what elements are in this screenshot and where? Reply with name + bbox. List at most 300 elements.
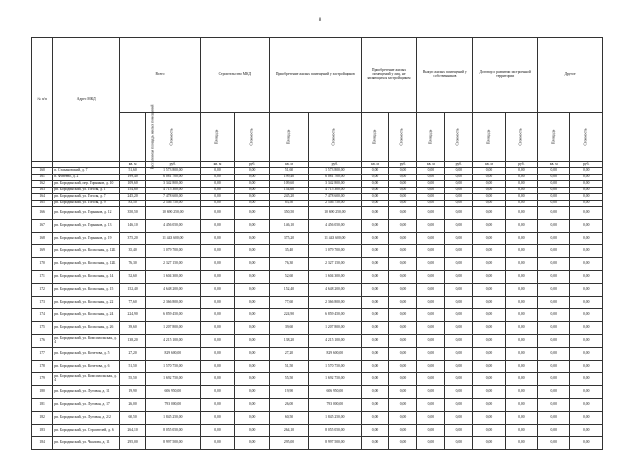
row-value: 375,20 xyxy=(269,232,308,245)
row-value: 0,00 xyxy=(361,373,389,386)
row-address: рп. Бородинский, ул. Горняков, д. 19 xyxy=(53,232,120,245)
row-value: 0,00 xyxy=(570,424,603,437)
row-value: 0,00 xyxy=(200,437,235,450)
row-address: рп. Бородинский, ул. Горняков, д. 12 xyxy=(53,207,120,220)
table-body xyxy=(32,168,603,450)
row-value: 0,00 xyxy=(570,187,603,194)
row-address: рп. Бородинский, ул. Лутовая, д. 2/2 xyxy=(53,411,120,424)
row-number: 183 xyxy=(32,424,53,437)
row-value: 0,00 xyxy=(473,219,505,232)
row-value: 51,60 xyxy=(269,168,308,175)
row-value: 0,00 xyxy=(200,386,235,399)
row-value: 0,00 xyxy=(538,437,570,450)
row-value: 0,00 xyxy=(235,194,270,201)
row-value: 0,00 xyxy=(570,181,603,188)
row-value: 0,00 xyxy=(417,437,445,450)
row-value: 0,00 xyxy=(445,296,473,309)
row-value: 0,00 xyxy=(570,309,603,322)
row-value: 0,00 xyxy=(361,283,389,296)
row-value: 0,00 xyxy=(445,424,473,437)
row-value: 1 573 800,00 xyxy=(145,168,200,175)
row-value: 1 079 700,00 xyxy=(309,245,362,258)
row-value: 0,00 xyxy=(389,283,417,296)
row-value: 0,00 xyxy=(570,219,603,232)
row-value: 0,00 xyxy=(570,373,603,386)
row-value: 0,00 xyxy=(417,322,445,335)
row-value: 11 443 600,00 xyxy=(145,232,200,245)
row-value: 4 456 050,00 xyxy=(145,219,200,232)
row-value: 1 604 300,00 xyxy=(145,270,200,283)
row-address: рп. Бородинский, ул. Строителей, д. 6 xyxy=(53,424,120,437)
row-value: 35,40 xyxy=(269,245,308,258)
row-value: 0,00 xyxy=(417,309,445,322)
row-value: 0,00 xyxy=(361,270,389,283)
row-value: 0,00 xyxy=(570,437,603,450)
header-address: Адрес МКД xyxy=(53,38,120,162)
row-number: 177 xyxy=(32,347,53,360)
row-value: 0,00 xyxy=(361,200,389,207)
row-value: 0,00 xyxy=(235,168,270,175)
row-value: 0,00 xyxy=(361,174,389,181)
row-value: 0,00 xyxy=(361,334,389,347)
row-value: 4 215 100,00 xyxy=(145,334,200,347)
row-value: 0,00 xyxy=(570,168,603,175)
row-value: 0,00 xyxy=(505,309,537,322)
row-value: 0,00 xyxy=(505,270,537,283)
row-address: рп. Бородинский, ул. Лутовая, д. 17 xyxy=(53,398,120,411)
row-number: 176 xyxy=(32,334,53,347)
row-value: 0,00 xyxy=(417,207,445,220)
row-value: 152,40 xyxy=(269,283,308,296)
page-number: 8 xyxy=(318,18,322,23)
row-value: 0,00 xyxy=(417,398,445,411)
row-value: 0,00 xyxy=(445,194,473,201)
row-value: 0,00 xyxy=(570,322,603,335)
row-value: 0,00 xyxy=(200,309,235,322)
row-value: 793 000,00 xyxy=(309,398,362,411)
header-group-buyout: Выкуп жилых помещений у собственников xyxy=(417,38,473,113)
row-value: 0,00 xyxy=(200,283,235,296)
unit-sqm: кв. м xyxy=(120,162,146,168)
table-row xyxy=(32,219,603,232)
unit-rub: руб. xyxy=(145,162,200,168)
row-value: 793 000,00 xyxy=(145,398,200,411)
row-value: 76,30 xyxy=(269,258,308,271)
row-value: 245,20 xyxy=(269,194,308,201)
row-value: 0,00 xyxy=(389,207,417,220)
row-address: рп. Бородинский, ул. Колхозная, д. 22 xyxy=(53,296,120,309)
row-value: 0,00 xyxy=(361,232,389,245)
row-value: 0,00 xyxy=(417,373,445,386)
row-value: 0,00 xyxy=(505,360,537,373)
row-value: 0,00 xyxy=(200,373,235,386)
row-value: 0,00 xyxy=(473,386,505,399)
row-value: 55,50 xyxy=(120,373,146,386)
row-value: 0,00 xyxy=(235,270,270,283)
header-nondeveloper-area: Площадь xyxy=(361,113,389,162)
row-value: 0,00 xyxy=(445,270,473,283)
table-row xyxy=(32,245,603,258)
row-value: 0,00 xyxy=(235,360,270,373)
row-address: рп. Бородинский, пер. Горняков, д. 10 xyxy=(53,181,120,188)
header-group-developer-purchase: Приобретение жилых помещений у застройщиков xyxy=(269,38,361,113)
row-value: 0,00 xyxy=(200,296,235,309)
row-value: 4 715 300,00 xyxy=(309,187,362,194)
row-value: 0,00 xyxy=(570,232,603,245)
row-address: рп. Бородинский, ул. Кочетова, д. 6 xyxy=(53,360,120,373)
row-value: 1 604 300,00 xyxy=(309,270,362,283)
row-value: 0,00 xyxy=(473,424,505,437)
row-value: 0,00 xyxy=(389,322,417,335)
row-value: 0,00 xyxy=(417,245,445,258)
row-value: 2 366 800,00 xyxy=(309,296,362,309)
row-number: 175 xyxy=(32,322,53,335)
row-value: 264,10 xyxy=(120,424,146,437)
row-value: 0,00 xyxy=(361,168,389,175)
header-num: № п/п xyxy=(32,38,53,162)
row-value: 0,00 xyxy=(235,245,270,258)
row-value: 0,00 xyxy=(417,283,445,296)
row-value: 0,00 xyxy=(445,309,473,322)
row-value: 0,00 xyxy=(538,373,570,386)
row-value: 0,00 xyxy=(445,373,473,386)
row-value: 0,00 xyxy=(235,200,270,207)
row-value: 0,00 xyxy=(235,334,270,347)
row-value: 0,00 xyxy=(389,296,417,309)
row-value: 0,00 xyxy=(235,411,270,424)
unit-rub: руб. xyxy=(235,162,270,168)
row-value: 0,00 xyxy=(200,181,235,188)
row-value: 0,00 xyxy=(200,334,235,347)
row-value: 0,00 xyxy=(389,219,417,232)
row-value: 0,00 xyxy=(570,360,603,373)
table-row xyxy=(32,270,603,283)
row-value: 0,00 xyxy=(389,245,417,258)
row-value: 0,00 xyxy=(235,207,270,220)
table-row xyxy=(32,373,603,386)
row-value: 0,00 xyxy=(570,270,603,283)
row-value: 0,00 xyxy=(538,258,570,271)
row-address: рп. Бородинский, ул. Гоголя, д. 7 xyxy=(53,194,120,201)
row-value: 0,00 xyxy=(538,283,570,296)
row-value: 0,00 xyxy=(200,360,235,373)
row-value: 0,00 xyxy=(389,386,417,399)
row-value: 11 443 600,00 xyxy=(309,232,362,245)
row-value: 1 207 800,00 xyxy=(309,322,362,335)
row-value: 0,00 xyxy=(473,398,505,411)
row-value: 0,00 xyxy=(200,424,235,437)
row-value: 0,00 xyxy=(235,437,270,450)
row-value: 0,00 xyxy=(235,386,270,399)
unit-sqm: кв. м xyxy=(200,162,235,168)
row-value: 606 950,00 xyxy=(309,386,362,399)
table-row xyxy=(32,296,603,309)
table-row xyxy=(32,258,603,271)
row-address: рп. Бородинский, ул. Колхозная, д. 14 xyxy=(53,270,120,283)
row-value: 0,00 xyxy=(389,309,417,322)
row-value: 39,60 xyxy=(120,322,146,335)
row-value: 0,00 xyxy=(505,219,537,232)
row-value: 0,00 xyxy=(361,181,389,188)
row-value: 0,00 xyxy=(200,194,235,201)
row-value: 2 327 150,00 xyxy=(145,258,200,271)
table-row xyxy=(32,437,603,450)
row-value: 1 692 750,00 xyxy=(145,373,200,386)
row-number: 166 xyxy=(32,207,53,220)
row-value: 0,00 xyxy=(473,334,505,347)
row-value: 3 342 800,00 xyxy=(309,181,362,188)
row-value: 245,20 xyxy=(120,194,146,201)
row-value: 0,00 xyxy=(417,258,445,271)
row-value: 0,00 xyxy=(570,347,603,360)
header-contract-area: Площадь xyxy=(473,113,505,162)
row-value: 0,00 xyxy=(538,174,570,181)
row-value: 0,00 xyxy=(361,411,389,424)
row-value: 26,00 xyxy=(120,398,146,411)
row-value: 0,00 xyxy=(361,437,389,450)
row-value: 0,00 xyxy=(570,411,603,424)
row-value: 51,50 xyxy=(120,360,146,373)
row-value: 52,60 xyxy=(120,270,146,283)
row-value: 0,00 xyxy=(538,386,570,399)
row-value: 0,00 xyxy=(417,411,445,424)
row-value: 0,00 xyxy=(389,181,417,188)
row-address: рп. Бородинский, ул. Кочетова, д. 5 xyxy=(53,347,120,360)
row-value: 0,00 xyxy=(235,296,270,309)
row-value: 26,00 xyxy=(269,398,308,411)
row-value: 10 690 250,00 xyxy=(309,207,362,220)
row-value: 0,00 xyxy=(445,283,473,296)
row-value: 0,00 xyxy=(361,296,389,309)
row-value: 0,00 xyxy=(473,296,505,309)
row-value: 7 478 600,00 xyxy=(145,194,200,201)
unit-sqm: кв. м xyxy=(417,162,445,168)
row-value: 0,00 xyxy=(235,283,270,296)
row-value: 52,60 xyxy=(269,270,308,283)
row-value: 0,00 xyxy=(200,232,235,245)
row-number: 178 xyxy=(32,360,53,373)
row-value: 0,00 xyxy=(538,398,570,411)
row-value: 0,00 xyxy=(361,360,389,373)
row-value: 0,00 xyxy=(473,283,505,296)
header-construction-area: Площадь xyxy=(200,113,235,162)
row-value: 0,00 xyxy=(505,424,537,437)
row-value: 0,00 xyxy=(417,168,445,175)
row-value: 0,00 xyxy=(389,347,417,360)
unit-sqm: кв. м xyxy=(538,162,570,168)
row-value: 0,00 xyxy=(389,360,417,373)
row-number: 169 xyxy=(32,245,53,258)
row-value: 0,00 xyxy=(389,437,417,450)
row-value: 0,00 xyxy=(505,168,537,175)
row-value: 0,00 xyxy=(361,424,389,437)
row-value: 4 648 200,00 xyxy=(309,283,362,296)
row-value: 0,00 xyxy=(445,258,473,271)
row-value: 4 715 300,00 xyxy=(145,187,200,194)
row-value: 60,50 xyxy=(269,411,308,424)
row-value: 0,00 xyxy=(473,437,505,450)
row-value: 154,60 xyxy=(269,187,308,194)
row-value: 0,00 xyxy=(505,322,537,335)
row-value: 0,00 xyxy=(473,187,505,194)
row-address: рп. Бородинский, ул. Колхозная, д. 12Б xyxy=(53,258,120,271)
row-value: 0,00 xyxy=(389,334,417,347)
row-value: 0,00 xyxy=(505,296,537,309)
row-value: 0,00 xyxy=(200,258,235,271)
row-value: 76,30 xyxy=(120,258,146,271)
row-value: 0,00 xyxy=(389,200,417,207)
row-value: 0,00 xyxy=(361,386,389,399)
row-value: 0,00 xyxy=(538,334,570,347)
row-value: 0,00 xyxy=(473,200,505,207)
row-value: 0,00 xyxy=(445,219,473,232)
row-value: 1 845 250,00 xyxy=(145,411,200,424)
row-value: 350,50 xyxy=(269,207,308,220)
row-value: 0,00 xyxy=(200,200,235,207)
row-value: 2 546 750,00 xyxy=(309,200,362,207)
row-value: 0,00 xyxy=(417,219,445,232)
unit-rub: руб. xyxy=(445,162,473,168)
row-value: 0,00 xyxy=(361,187,389,194)
row-value: 19,90 xyxy=(269,386,308,399)
row-value: 0,00 xyxy=(417,232,445,245)
row-value: 0,00 xyxy=(200,270,235,283)
row-value: 0,00 xyxy=(417,334,445,347)
row-value: 829 600,00 xyxy=(145,347,200,360)
row-value: 4 456 050,00 xyxy=(309,219,362,232)
row-value: 0,00 xyxy=(473,258,505,271)
row-value: 0,00 xyxy=(361,219,389,232)
row-value: 0,00 xyxy=(417,296,445,309)
row-number: 181 xyxy=(32,398,53,411)
row-value: 0,00 xyxy=(235,258,270,271)
row-value: 0,00 xyxy=(538,360,570,373)
row-value: 0,00 xyxy=(505,245,537,258)
row-value: 35,40 xyxy=(120,245,146,258)
row-number: 180 xyxy=(32,386,53,399)
row-value: 0,00 xyxy=(235,174,270,181)
row-value: 138,20 xyxy=(269,334,308,347)
row-value: 0,00 xyxy=(538,200,570,207)
table-row xyxy=(32,360,603,373)
row-value: 109,60 xyxy=(269,181,308,188)
row-value: 2 366 800,00 xyxy=(145,296,200,309)
row-value: 0,00 xyxy=(473,270,505,283)
row-value: 0,00 xyxy=(417,360,445,373)
row-value: 0,00 xyxy=(538,232,570,245)
row-value: 0,00 xyxy=(389,168,417,175)
row-value: 1 573 800,00 xyxy=(309,168,362,175)
row-value: 0,00 xyxy=(200,174,235,181)
header-nondeveloper-cost: Стоимость xyxy=(389,113,417,162)
row-value: 0,00 xyxy=(505,187,537,194)
row-value: 0,00 xyxy=(538,245,570,258)
row-address: п. Стахановский, д. 7 xyxy=(53,168,120,175)
header-buyout-cost: Стоимость xyxy=(445,113,473,162)
row-value: 0,00 xyxy=(389,424,417,437)
row-number: 173 xyxy=(32,296,53,309)
unit-rub: руб. xyxy=(389,162,417,168)
row-value: 0,00 xyxy=(505,258,537,271)
row-address: рп. Бородинский, ул. Колхозная, д. 26 xyxy=(53,322,120,335)
row-value: 27,20 xyxy=(269,347,308,360)
row-value: 0,00 xyxy=(235,398,270,411)
header-developer-area: Площадь xyxy=(269,113,308,162)
unit-sqm: кв. м xyxy=(473,162,505,168)
row-value: 0,00 xyxy=(389,232,417,245)
row-value: 0,00 xyxy=(445,347,473,360)
header-group-construction: Строительство МКД xyxy=(200,38,269,113)
row-value: 0,00 xyxy=(505,194,537,201)
row-value: 0,00 xyxy=(389,398,417,411)
table-row xyxy=(32,424,603,437)
header-contract-cost: Стоимость xyxy=(505,113,537,162)
row-value: 1 845 250,00 xyxy=(309,411,362,424)
row-value: 6 081 700,00 xyxy=(309,174,362,181)
row-address: рп. Бородинский, ул. Комсомольская, д. 4 xyxy=(53,334,120,347)
row-value: 152,40 xyxy=(120,283,146,296)
row-value: 51,50 xyxy=(269,360,308,373)
row-value: 0,00 xyxy=(200,411,235,424)
row-value: 0,00 xyxy=(200,398,235,411)
row-number: 184 xyxy=(32,437,53,450)
table-row xyxy=(32,283,603,296)
row-value: 2 327 150,00 xyxy=(309,258,362,271)
row-value: 0,00 xyxy=(445,187,473,194)
row-number: 168 xyxy=(32,232,53,245)
row-value: 0,00 xyxy=(445,386,473,399)
row-value: 0,00 xyxy=(361,258,389,271)
row-value: 0,00 xyxy=(505,207,537,220)
row-value: 10 690 250,00 xyxy=(145,207,200,220)
row-value: 1 570 750,00 xyxy=(309,360,362,373)
row-value: 0,00 xyxy=(235,424,270,437)
row-value: 0,00 xyxy=(570,283,603,296)
unit-rub: руб. xyxy=(309,162,362,168)
row-value: 8 055 050,00 xyxy=(309,424,362,437)
row-value: 0,00 xyxy=(417,194,445,201)
row-value: 0,00 xyxy=(538,181,570,188)
row-number: 171 xyxy=(32,270,53,283)
row-value: 0,00 xyxy=(445,334,473,347)
row-value: 0,00 xyxy=(473,207,505,220)
row-value: 2 546 750,00 xyxy=(145,200,200,207)
row-number: 161 xyxy=(32,174,53,181)
row-value: 0,00 xyxy=(445,174,473,181)
row-value: 0,00 xyxy=(505,411,537,424)
row-value: 295,00 xyxy=(120,437,146,450)
row-value: 109,60 xyxy=(120,181,146,188)
row-value: 0,00 xyxy=(417,424,445,437)
row-value: 0,00 xyxy=(235,347,270,360)
row-address: п. Фатеево, д. 2 xyxy=(53,174,120,181)
row-value: 77,60 xyxy=(269,296,308,309)
row-value: 19,90 xyxy=(120,386,146,399)
row-value: 138,20 xyxy=(120,334,146,347)
resettlement-table xyxy=(31,37,603,450)
row-value: 199,40 xyxy=(120,174,146,181)
row-value: 0,00 xyxy=(361,207,389,220)
row-value: 0,00 xyxy=(473,245,505,258)
row-value: 0,00 xyxy=(417,200,445,207)
row-value: 224,90 xyxy=(269,309,308,322)
row-value: 6 859 450,00 xyxy=(309,309,362,322)
row-value: 0,00 xyxy=(473,174,505,181)
row-address: рп. Бородинский, ул. Комсомольская, д. 4 xyxy=(53,373,120,386)
header-group-total: Всего xyxy=(120,38,200,113)
row-number: 174 xyxy=(32,309,53,322)
row-value: 224,90 xyxy=(120,309,146,322)
